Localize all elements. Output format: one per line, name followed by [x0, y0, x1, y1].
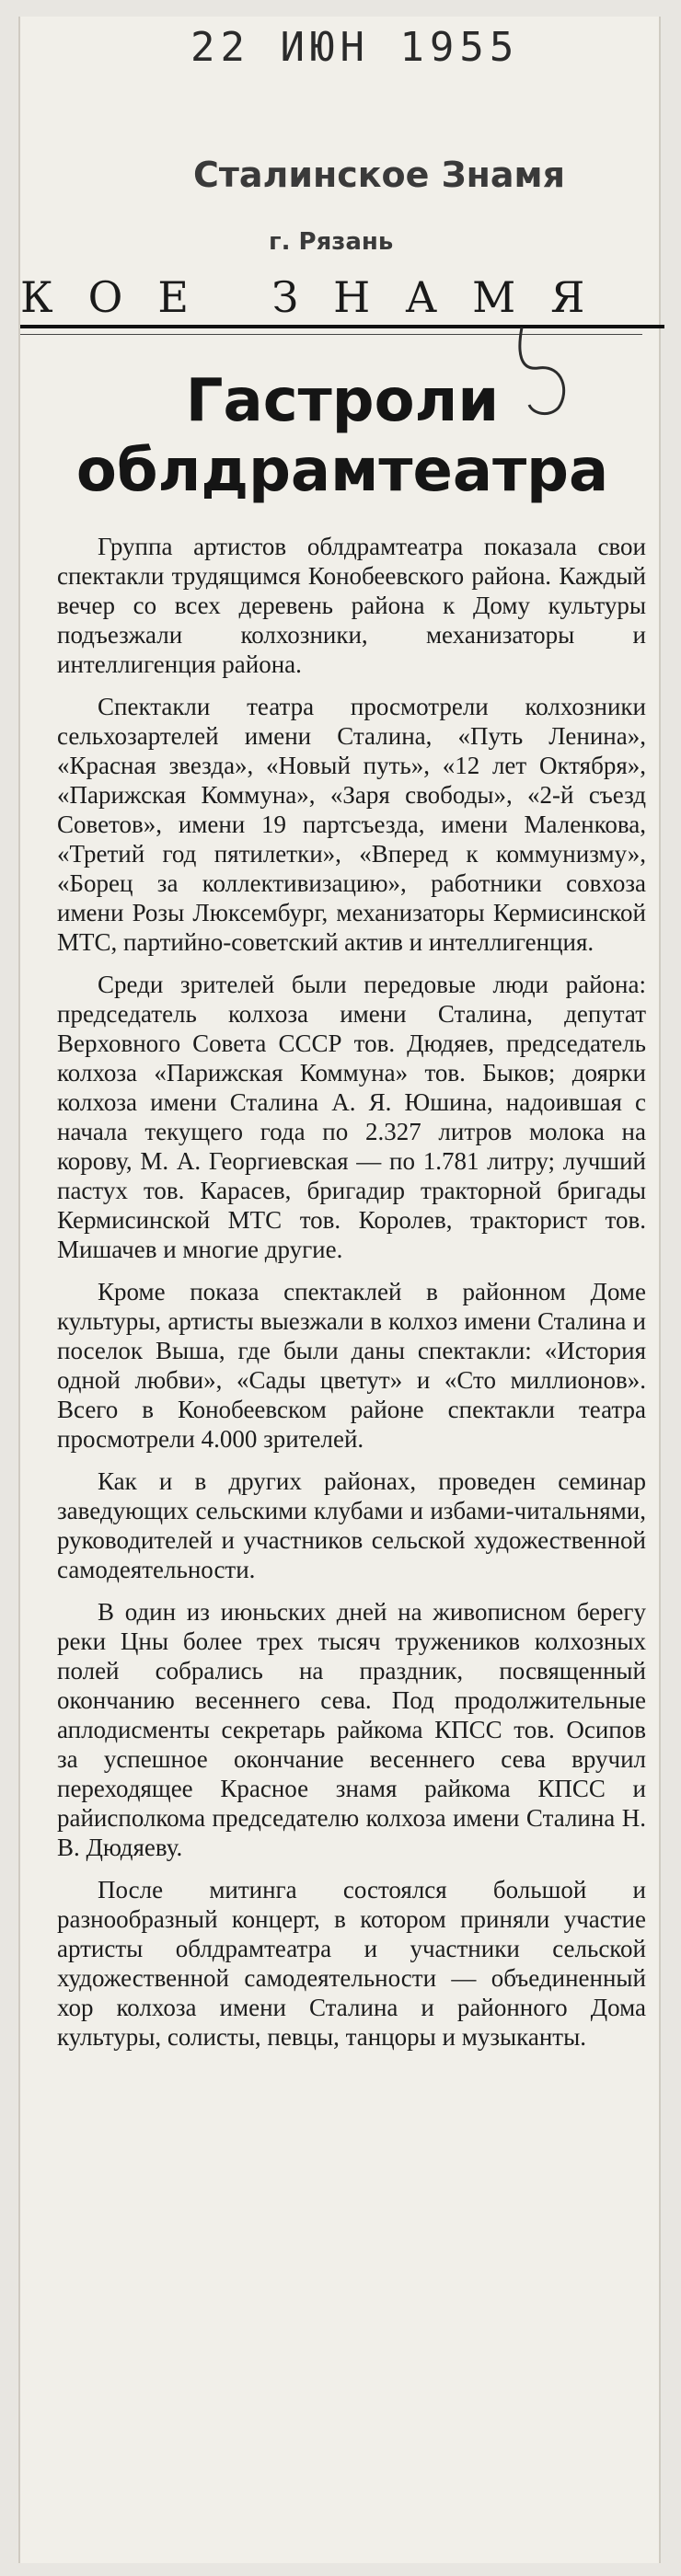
article-paragraph: В один из июньских дней на живописном берегу реки Цны более трех тысяч тружеников колхозных полей собрались на праздник, посвященный окончанию весеннего сева. Под продолжительные аплодисменты секретарь райкома КПСС тов. Осипов за успешное окончание весеннего сева вручил переходящее Красное знамя райкома КПСС и райисполкома председателю колхоза имени Сталина Н. В. Дюдяеву. — [57, 1598, 646, 1861]
article-paragraph: Кроме показа спектаклей в районном Доме культуры, артисты выезжали в колхоз имени Сталина и поселок Выша, где были даны спектакли: «История одной любви», «Сады цветут» и «Сто миллионов». Всего в Конобеевском районе спектакли театра просмотрели 4.000 зрителей. — [57, 1278, 646, 1453]
article-paragraph: Группа артистов облдрамтеатра показала свои спектакли трудящимся Конобеевского района. Каждый вечер со всех деревень района к Дому культуры подъезжали колхозники, механизаторы и интеллигенция района. — [57, 533, 646, 678]
article-headline — [39, 366, 646, 506]
newspaper-clipping — [18, 17, 661, 2563]
article-paragraph: Как и в других районах, проведен семинар заведующих сельскими клубами и избами-читальнями, руководителей и участников сельской художественной самодеятельности. — [57, 1467, 646, 1583]
date-stamp: 22 ИЮН 1955 — [190, 24, 520, 71]
article-body — [57, 532, 646, 2064]
article-paragraph: После митинга состоялся большой и разнообразный концерт, в котором приняли участие артисты облдрамтеатра и участники сельской художественной самодеятельности — объединенный хор колхоза имени Сталина и районного Дома культуры, солисты, певцы, танцоры и музыканты. — [57, 1876, 646, 2051]
newspaper-name-stamp: Сталинское Знамя — [192, 155, 566, 195]
city-stamp: г. Рязань — [269, 228, 394, 256]
headline-line-2: облдрамтеатра — [75, 437, 609, 505]
masthead-fragment: КОЕ ЗНАМЯ — [20, 270, 664, 328]
article-paragraph: Среди зрителей были передовые люди района: председатель колхоза имени Сталина, депутат Верховного Совета СССР тов. Дюдяев, председатель колхоза «Парижская Коммуна» тов. Быков; доярки колхоза имени Сталина А. Я. Юшина, надоившая с начала текущего года по 2.327 литров молока на корову, М. А. Георгиевская — по 1.781 литру; лучший пастух тов. Карасев, бригадир тракторной бригады Кермисинской МТС тов. Королев, тракторист тов. Мишачев и многие другие. — [57, 971, 646, 1263]
headline-line-1: Гастроли — [185, 367, 500, 435]
article-paragraph: Спектакли театра просмотрели колхозники сельхозартелей имени Сталина, «Путь Ленина», «Красная звезда», «Новый путь», «12 лет Октября», «Парижская Коммуна», «Заря свободы», «2-й съезд Советов», имени 19 партсъезда, имени Маленкова, «Третий год пятилетки», «Вперед к коммунизму», «Борец за коллективизацию», работники совхоза имени Розы Люксембург, механизаторы Кермисинской МТС, партийно-советский актив и интеллигенция. — [57, 693, 646, 956]
